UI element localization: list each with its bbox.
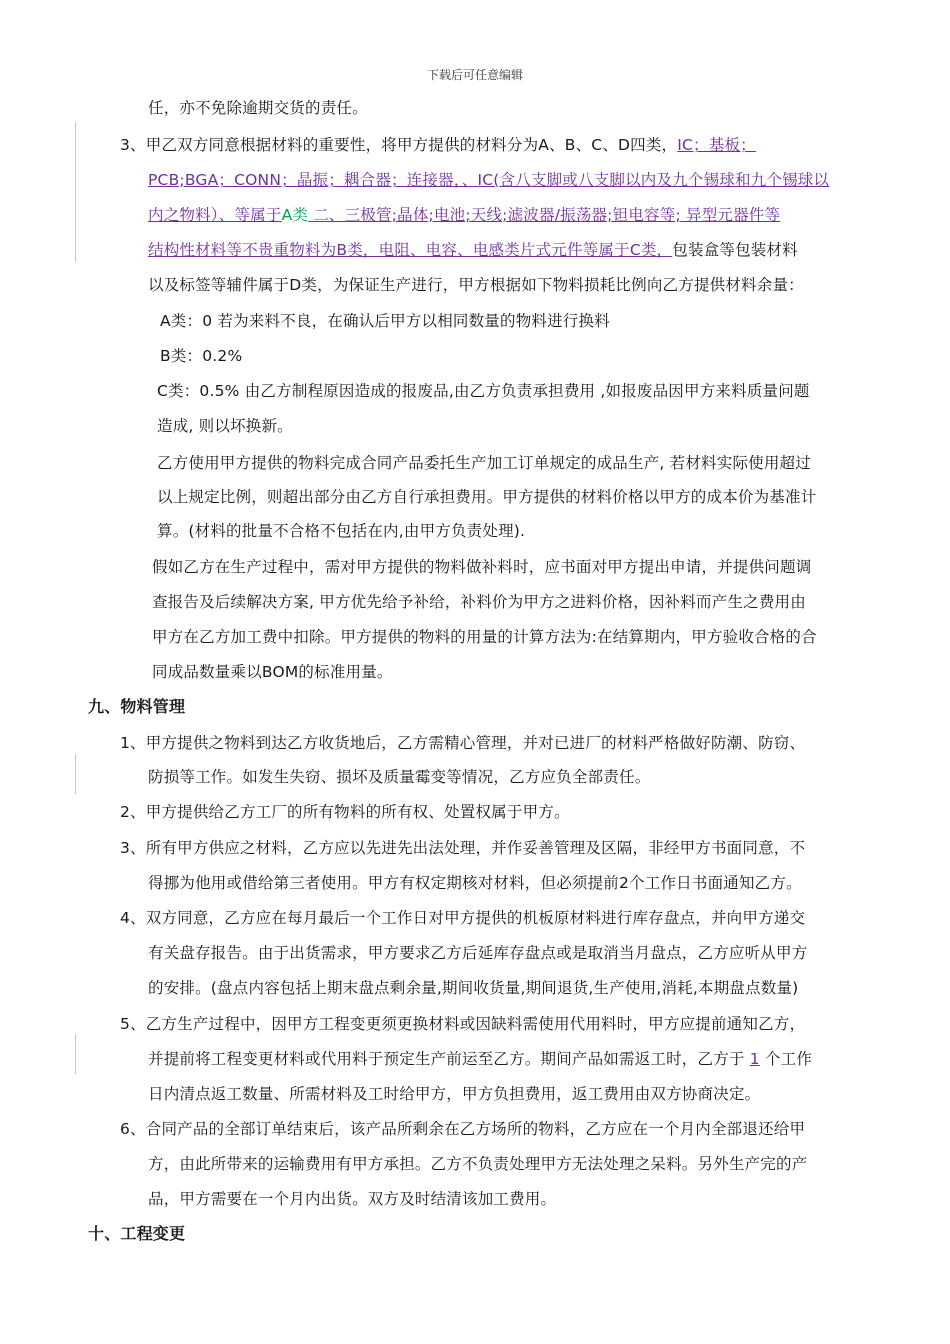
text-line: 造成, 则以坏换新。 — [157, 417, 293, 435]
text-span: 并提前将工程变更材料或代用料于预定生产前运至乙方。期间产品如需返工时，乙方于 — [148, 1050, 750, 1068]
page-header-note: 下载后可任意编辑 — [426, 68, 523, 82]
text-span: 3、甲乙双方同意根据材料的重要性，将甲方提供的材料分为A、B、C、D四类， — [120, 136, 678, 154]
text-line: 1、甲方提供之物料到达乙方收货地后，乙方需精心管理，并对已进厂的材料严格做好防潮、防窃、 — [120, 734, 806, 752]
text-line: 的安排。(盘点内容包括上期末盘点剩余量,期间收货量,期间退货,生产使用,消耗,本期盘点数量) — [148, 979, 799, 997]
text-line: 算。(材料的批量不合格不包括在内,由甲方负责处理). — [157, 522, 526, 540]
revised-text: 结构性材料等不贵重物料为B类，电阻、电容、电感类片式元件等属于C类， — [148, 241, 673, 259]
text-line: 防损等工作。如发生失窃、损坏及质量霉变等情况，乙方应负全部责任。 — [148, 768, 651, 786]
revised-text: 1 — [749, 1050, 760, 1068]
text-line: 得挪为他用或借给第三者使用。甲方有权定期核对材料，但必须提前2个工作日书面通知乙方。 — [148, 874, 802, 892]
text-line — [120, 135, 756, 155]
text-line: 以上规定比例，则超出部分由乙方自行承担费用。甲方提供的材料价格以甲方的成本价为基准计 — [157, 488, 817, 506]
text-line: 品，甲方需要在一个月内出货。双方及时结清该加工费用。 — [148, 1190, 557, 1208]
text-line: 甲方在乙方加工费中扣除。甲方提供的物料的用量的计算方法为:在结算期内，甲方验收合格的合 — [152, 628, 817, 646]
text-line — [148, 240, 798, 260]
text-line: 假如乙方在生产过程中，需对甲方提供的物料做补料时，应书面对甲方提出申请，并提供问题调 — [152, 558, 812, 576]
section-heading: 九、物料管理 — [88, 697, 186, 716]
revision-bar — [75, 1034, 76, 1074]
text-line — [148, 1049, 812, 1069]
section-heading: 十、工程变更 — [88, 1224, 186, 1243]
text-line: 同成品数量乘以BOM的标准用量。 — [152, 663, 393, 681]
revision-bar — [75, 754, 76, 794]
text-line: 5、乙方生产过程中，因甲方工程变更须更换材料或因缺料需使用代用料时，甲方应提前通知乙方， — [120, 1015, 806, 1033]
text-line: 任，亦不免除逾期交货的责任。 — [148, 99, 368, 117]
inserted-text: A类 — [281, 206, 309, 224]
text-line: 日内清点返工数量、所需材料及工时给甲方，甲方负担费用，返工费用由双方协商决定。 — [148, 1085, 761, 1103]
revision-bar — [75, 122, 76, 262]
text-line: 乙方使用甲方提供的物料完成合同产品委托生产加工订单规定的成品生产, 若材料实际使用超过 — [157, 454, 811, 472]
revised-text: IC；基板； — [677, 136, 756, 154]
text-line: C类：0.5% 由乙方制程原因造成的报废品,由乙方负责承担费用 ,如报废品因甲方来料质量问题 — [157, 382, 810, 400]
text-line: A类：0 若为来料不良，在确认后甲方以相同数量的物料进行换料 — [160, 312, 610, 330]
text-line: 方，由此所带来的运输费用有甲方承担。乙方不负责处理甲方无法处理之呆料。另外生产完的产 — [148, 1155, 808, 1173]
text-line: 6、合同产品的全部订单结束后，该产品所剩余在乙方场所的物料，乙方应在一个月内全部退还给甲 — [120, 1120, 806, 1138]
text-span: 包装盒等包装材料 — [672, 241, 798, 259]
revised-text: 二、三极管;晶体;电池;天线;滤波器/振荡器;钽电容等; 异型元器件等 — [308, 206, 781, 224]
text-line: 4、双方同意，乙方应在每月最后一个工作日对甲方提供的机板原材料进行库存盘点，并向甲方递交 — [120, 909, 806, 927]
text-line — [148, 205, 780, 225]
text-line: 查报告及后续解决方案, 甲方优先给予补给，补料价为甲方之进料价格，因补料而产生之费用由 — [152, 593, 806, 611]
text-span: 个工作 — [759, 1050, 813, 1068]
text-line: 3、所有甲方供应之材料，乙方应以先进先出法处理，并作妥善管理及区隔，非经甲方书面同意，不 — [120, 839, 806, 857]
revised-text: 内之物料）、等属于 — [148, 206, 282, 224]
revised-text-line: PCB;BGA；CONN；晶振；耦合器；连接器，、IC(含八支脚或八支脚以内及九个锡球和九个锡球以 — [148, 171, 830, 189]
text-line: 2、甲方提供给乙方工厂的所有物料的所有权、处置权属于甲方。 — [120, 803, 570, 821]
text-line: B类：0.2% — [160, 347, 243, 365]
text-line: 以及标签等辅件属于D类，为保证生产进行，甲方根据如下物料损耗比例向乙方提供材料余量： — [148, 276, 804, 294]
text-line: 有关盘存报告。由于出货需求，甲方要求乙方后延库存盘点或是取消当月盘点，乙方应听从甲方 — [148, 944, 808, 962]
